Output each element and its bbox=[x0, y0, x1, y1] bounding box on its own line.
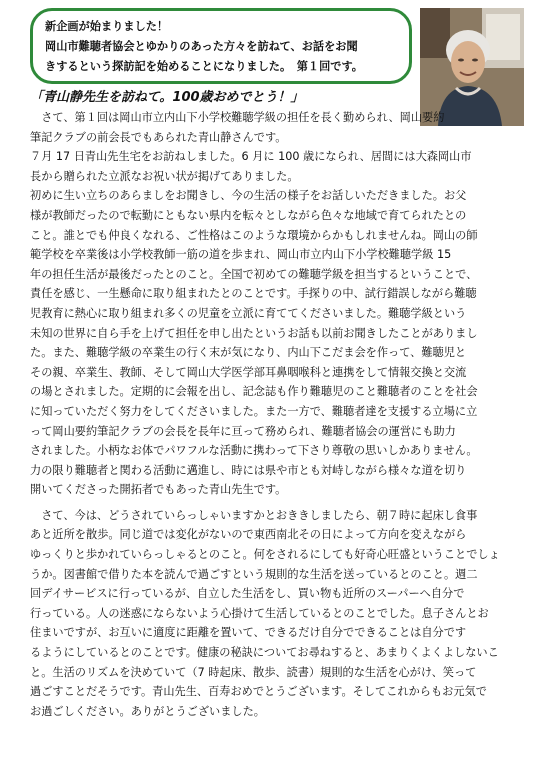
text-line: って岡山要約筆記クラブの会長を長年に亘って務められ、難聴者協会の運営にも助力 bbox=[30, 424, 456, 438]
text-line: さて、今は、どうされていらっしゃいますかとおききしましたら、朝７時に起床し食事 bbox=[30, 508, 478, 522]
text-line: 様が教師だったので転勤にともない県内を転々としながら色々な地域で育てられたとの bbox=[30, 208, 467, 222]
paragraph-1 bbox=[30, 108, 520, 500]
announcement-line-3: きするという探訪記を始めることになりました。 第１回です。 bbox=[45, 60, 363, 73]
text-line: 回デイサービスに行っているが、自立した生活をし、買い物も近所のスーパーへ自分で bbox=[30, 587, 465, 601]
article-body bbox=[30, 108, 520, 721]
text-line: ７月 17 日青山先生宅をお訪ねしました。6 月に 100 歳になられ、居間には大森岡山市 bbox=[30, 150, 472, 164]
text-line: 初めに生い立ちのあらましをお聞きし、今の生活の様子をお話しいただきました。お父 bbox=[30, 189, 467, 203]
text-line: 筆記クラブの前会長でもあられた青山静さんです。 bbox=[30, 130, 287, 144]
text-line: ゆっくりと歩かれていらっしゃるとのこと。何をされるにしても好奇心旺盛ということでしょ bbox=[30, 548, 500, 562]
text-line: 住まいですが、お互いに適度に距離を置いて、できるだけ自分でできることは自分です bbox=[30, 626, 467, 640]
article-title: 「青山静先生を訪ねて。100歳おめでとう！」 bbox=[30, 90, 304, 105]
text-line: 過ごすことだそうです。青山先生、百寿おめでとうございます。そしてこれからもお元気で bbox=[30, 685, 487, 699]
text-line: 責任を感じ、一生懸命に取り組まれたとのことです。手探りの中、試行錯誤しながら難聴 bbox=[30, 287, 477, 301]
text-line: と。生活のリズムを決めていて（7 時起床、散歩、読書）規則的な生活を心がけ、笑って bbox=[30, 665, 477, 679]
text-line: うか。図書館で借りた本を読んで過ごすという規則的な生活を送っているとのこと。週二 bbox=[30, 567, 478, 581]
text-line: 未知の世界に自ら手を上げて担任を申し出たというお話も以前お聞きしたことがありまし bbox=[30, 326, 478, 340]
text-line: 力の限り難聴者と関わる活動に邁進し、時には県や市とも対峙しながら様々な道を切り bbox=[30, 463, 467, 477]
announcement-line-1: 新企画が始まりました！ bbox=[45, 20, 169, 33]
text-line: 長から贈られた立派なお祝い状が掲げてありました。 bbox=[30, 169, 299, 183]
text-line: その親、卒業生、教師、そして岡山大学医学部耳鼻咽喉科と連携をして情報交換と交流 bbox=[30, 365, 467, 379]
text-line: されました。小柄なお体でパワフルな活動に携わって下さり尊敬の思いしかありません。 bbox=[30, 444, 478, 458]
paragraph-2 bbox=[30, 506, 520, 722]
text-line: 行っている。人の迷惑にならないよう心掛けて生活しているとのことでした。息子さんとお bbox=[30, 606, 489, 620]
text-line: た。また、難聴学級の卒業生の行く末が気になり、内山下こだま会を作って、難聴児と bbox=[30, 346, 467, 360]
text-line: 年の担任生活が最後だったとのこと。全国で初めての難聴学級を担当するということで、 bbox=[30, 267, 478, 281]
text-line: 開いてくださった開拓者でもあった青山先生です。 bbox=[30, 483, 287, 497]
text-line: に知っていただく努力をしてくださいました。また一方で、難聴者達を支援する立場に立 bbox=[30, 404, 478, 418]
text-line: るようにしているとのことです。健康の秘訣についてお尋ねすると、あまりくよくよしないこ bbox=[30, 646, 499, 660]
text-line: 児教育に熱心に取り組まれ多くの児童を立派に育ててくださいました。難聴学級という bbox=[30, 306, 467, 320]
text-line: あと近所を散歩。同じ道では変化がないので東西南北その日によって方向を変えながら bbox=[30, 528, 467, 542]
text-line: さて、第１回は岡山市立内山下小学校難聴学級の担任を長く勤められ、岡山要約 bbox=[30, 111, 445, 124]
announcement-line-2: 岡山市難聴者協会とゆかりのあった方々を訪ねて、お話をお聞 bbox=[45, 40, 358, 53]
text-line: 範学校を卒業後は小学校教師一筋の道を歩まれ、岡山市立内山下小学校難聴学級 15 bbox=[30, 248, 452, 262]
text-line: こと。誰とでも仲良くなれる、ご性格はこのような環境からかもしれませんね。岡山の師 bbox=[30, 228, 478, 242]
text-line: の場とされました。定期的に会報を出し、記念誌も作り難聴児のこと難聴者のことを社会 bbox=[30, 385, 478, 399]
text-line: お過ごしください。ありがとうございました。 bbox=[30, 704, 265, 718]
announcement-box bbox=[30, 8, 412, 84]
